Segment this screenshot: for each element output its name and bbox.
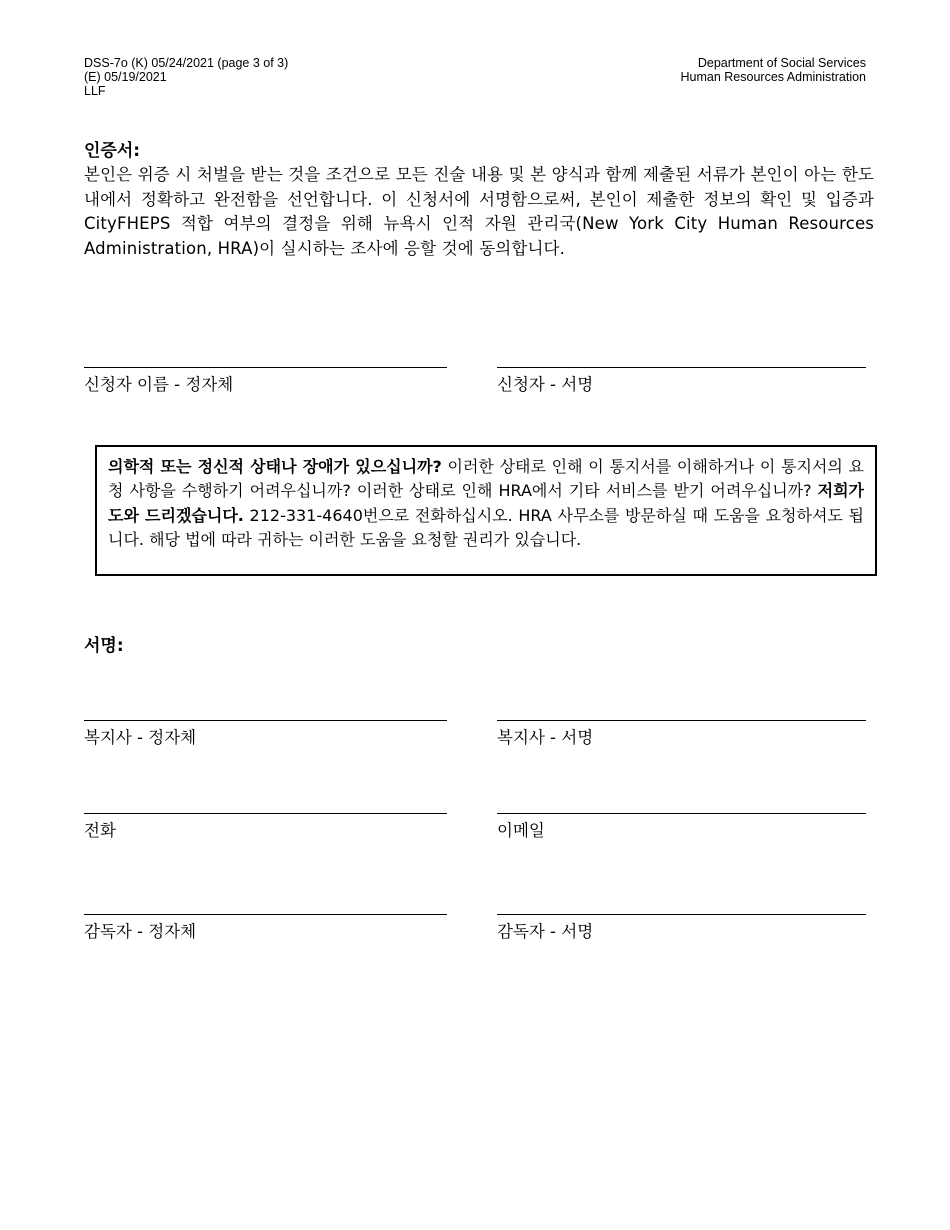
applicant-name-field[interactable] — [84, 367, 447, 395]
form-code: DSS-7o (K) 05/24/2021 (page 3 of 3) — [84, 56, 289, 70]
phone-label: 전화 — [84, 821, 116, 840]
agency-division: Human Resources Administration — [680, 70, 866, 84]
caseworker-signature-line — [497, 720, 866, 721]
supervisor-name-line — [84, 914, 447, 915]
email-line — [497, 813, 866, 814]
supervisor-signature-field[interactable] — [497, 914, 866, 942]
certification-body: 본인은 위증 시 처벌을 받는 것을 조건으로 모든 진술 내용 및 본 양식과 함께 제출된 서류가 본인이 아는 한도 내에서 정확하고 완전함을 선언합니다. 이 신청서에 서명함으로써, 본인이 제출한 정보의 확인 및 입증과 CityFHEPS 적합 여부의 결정을 위해 뉴욕시 인적 자원 관리국(New York City Human Resources Administration, HRA)이 실시하는 조사에 응할 것에 동의합니다. — [84, 165, 874, 258]
accessibility-notice — [95, 445, 877, 576]
applicant-signature-label: 신청자 - 서명 — [497, 375, 594, 394]
caseworker-name-line — [84, 720, 447, 721]
notice-text — [108, 455, 864, 552]
caseworker-signature-label: 복지사 - 서명 — [497, 728, 594, 747]
supervisor-name-field[interactable] — [84, 914, 447, 942]
form-english-date: (E) 05/19/2021 — [84, 70, 167, 84]
applicant-signature-line — [497, 367, 866, 368]
form-language-code: LLF — [84, 84, 106, 98]
applicant-name-line — [84, 367, 447, 368]
certification-title: 인증서: — [84, 141, 141, 161]
caseworker-name-label: 복지사 - 정자체 — [84, 728, 197, 747]
supervisor-name-label: 감독자 - 정자체 — [84, 922, 197, 941]
notice-help: 저희가 도와 드리겠습니다. — [108, 481, 864, 525]
agency-department: Department of Social Services — [697, 56, 866, 70]
notice-body-2: 212-331-4640번으로 전화하십시오. HRA 사무소를 방문하실 때 도움을 요청하셔도 됩니다. 해당 법에 따라 귀하는 이러한 도움을 요청할 권리가 있습니다. — [108, 505, 864, 549]
caseworker-name-field[interactable] — [84, 720, 447, 748]
agency-block — [681, 56, 867, 84]
supervisor-signature-label: 감독자 - 서명 — [497, 922, 594, 941]
caseworker-signature-field[interactable] — [497, 720, 866, 748]
applicant-signature-field[interactable] — [497, 367, 866, 395]
form-id-block — [84, 56, 288, 98]
notice-body-1: 이러한 상태로 인해 이 통지서를 이해하거나 이 통지서의 요청 사항을 수행하기 어려우십니까? 이러한 상태로 인해 HRA에서 기타 서비스를 받기 어려우십니까? — [108, 457, 864, 501]
applicant-name-label: 신청자 이름 - 정자체 — [84, 375, 234, 394]
signature-title: 서명: — [84, 636, 124, 656]
email-field[interactable] — [497, 813, 866, 841]
email-label: 이메일 — [497, 821, 545, 840]
supervisor-signature-line — [497, 914, 866, 915]
phone-line — [84, 813, 447, 814]
phone-field[interactable] — [84, 813, 447, 841]
notice-question: 의학적 또는 정신적 상태나 장애가 있으십니까? — [108, 457, 442, 476]
